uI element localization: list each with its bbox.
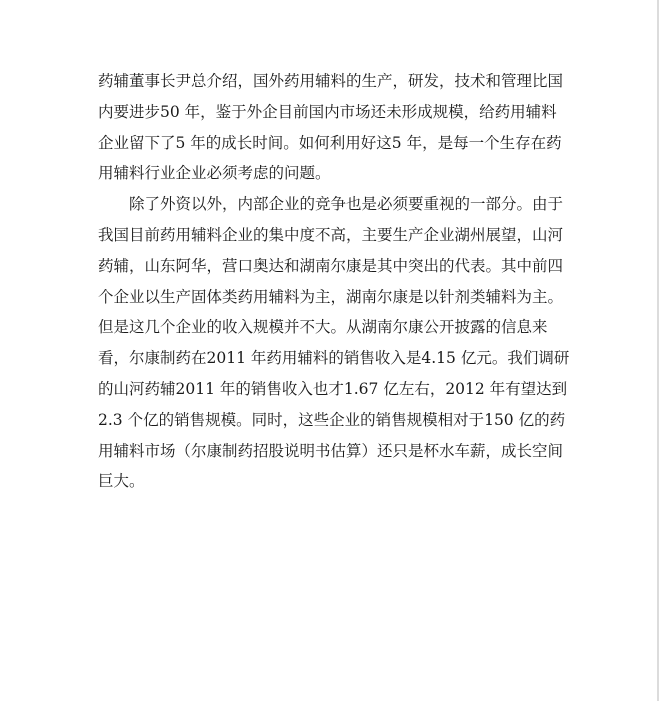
text-line: 除了外资以外，内部企业的竞争也是必须要重视的一部分。由于: [129, 195, 564, 214]
text-line: 但是这几个企业的收入规模并不大。从湖南尔康公开披露的信息来: [98, 318, 548, 337]
text-line: 2.3 个亿的销售规模。同时，这些企业的销售规模相对于150 亿的药: [98, 410, 566, 429]
text-line: 巨大。: [98, 472, 145, 491]
text-line: 药辅董事长尹总介绍，国外药用辅料的生产，研发，技术和管理比国: [98, 72, 564, 90]
text-line: 药辅，山东阿华，营口奥达和湖南尔康是其中突出的代表。其中前四: [98, 256, 564, 275]
text-line: 用辅料行业企业必须考虑的问题。: [98, 164, 331, 183]
text-line: 个企业以生产固体类药用辅料为主，湖南尔康是以针剂类辅料为主。: [98, 287, 564, 306]
text-line: 我国目前药用辅料企业的集中度不高，主要生产企业湖州展望，山河: [98, 225, 564, 244]
paragraph-2: [98, 189, 568, 497]
text-line: 内要进步50 年，鉴于外企目前国内市场还未形成规模，给药用辅料: [98, 102, 557, 121]
text-line: 看，尔康制药在2011 年药用辅料的销售收入是4.15 亿元。我们调研: [98, 349, 570, 368]
text-line: 用辅料市场（尔康制药招股说明书估算）还只是杯水车薪，成长空间: [98, 441, 564, 460]
text-line: 企业留下了5 年的成长时间。如何利用好这5 年，是每一个生存在药: [98, 133, 562, 152]
text-line: 的山河药辅2011 年的销售收入也才1.67 亿左右，2012 年有望达到: [98, 379, 568, 398]
document-body: [98, 66, 568, 497]
paragraph-1: [98, 66, 568, 189]
